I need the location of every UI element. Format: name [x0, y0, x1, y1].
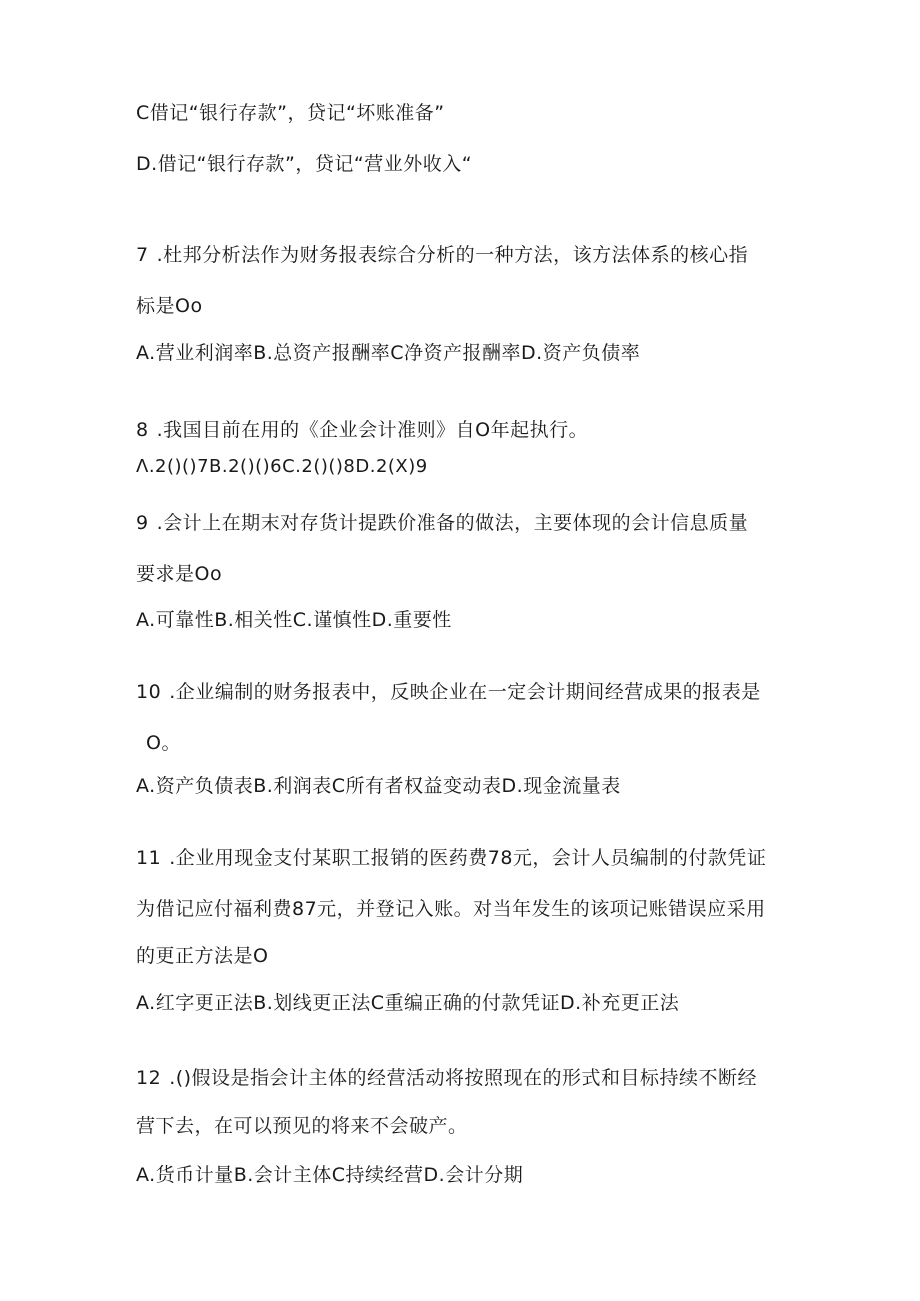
- question-11-line-2: 为借记应付福利费87元，并登记入账。对当年发生的该项记账错误应采用: [136, 898, 766, 920]
- question-7-number: 7: [136, 244, 149, 266]
- question-11-number: 11: [136, 847, 162, 869]
- question-11-options: A.红字更正法B.划线更正法C重编正确的付款凭证D.补充更正法: [136, 992, 680, 1014]
- question-7-text: .杜邦分析法作为财务报表综合分析的一种方法，该方法体系的核心指: [156, 244, 749, 266]
- question-12-line-2: 营下去，在可以预见的将来不会破产。: [136, 1115, 468, 1137]
- question-8-options: Λ.2()()7B.2()()6C.2()()8D.2(X)9: [136, 456, 428, 477]
- question-11-text: .企业用现金支付某职工报销的医药费78元，会计人员编制的付款凭证: [169, 847, 767, 869]
- question-10-text: .企业编制的财务报表中，反映企业在一定会计期间经营成果的报表是: [169, 681, 761, 703]
- option-d-line: D.借记“银行存款”，贷记“营业外收入“: [136, 153, 473, 175]
- question-12-options: A.货币计量B.会计主体C持续经营D.会计分期: [136, 1164, 524, 1186]
- question-12-number: 12: [136, 1067, 162, 1089]
- question-9-line-2: 要求是Oo: [136, 563, 223, 585]
- question-8-line-1: [136, 418, 588, 442]
- question-7-line-2: 标是Oo: [136, 295, 203, 317]
- option-c-line: C借记“银行存款”，贷记“坏账准备”: [136, 102, 445, 124]
- question-10-number: 10: [136, 681, 162, 703]
- question-12-line-1: [136, 1066, 757, 1090]
- question-8-text: .我国目前在用的《企业会计准则》自O年起执行。: [156, 419, 589, 441]
- question-7-line-1: [136, 243, 748, 267]
- question-9-line-1: [136, 511, 748, 535]
- question-7-options: A.营业利润率B.总资产报酬率C净资产报酬率D.资产负债率: [136, 342, 641, 364]
- question-10-options: A.资产负债表B.利润表C所有者权益变动表D.现金流量表: [136, 775, 621, 797]
- question-10-line-2: O。: [146, 732, 181, 754]
- question-9-text: .会计上在期末对存货计提跌价准备的做法，主要体现的会计信息质量: [156, 512, 749, 534]
- question-9-options: A.可靠性B.相关性C.谨慎性D.重要性: [136, 609, 452, 631]
- question-10-line-1: [136, 680, 761, 704]
- question-9-number: 9: [136, 512, 149, 534]
- question-11-line-1: [136, 846, 766, 870]
- question-12-text: .()假设是指会计主体的经营活动将按照现在的形式和目标持续不断经: [169, 1067, 758, 1089]
- question-8-number: 8: [136, 419, 149, 441]
- question-11-line-3: 的更正方法是O: [136, 945, 269, 967]
